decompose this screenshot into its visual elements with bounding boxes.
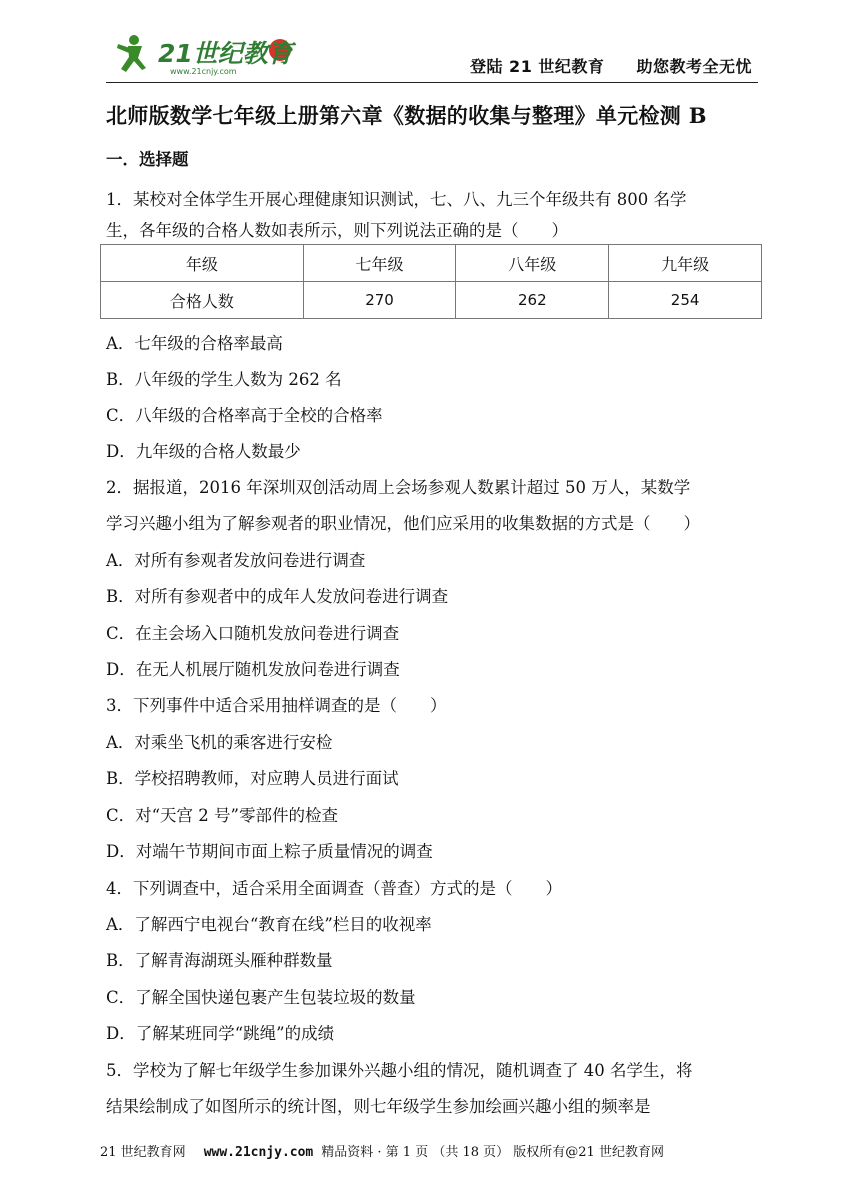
q1-option-d: D．九年级的合格人数最少 — [106, 442, 301, 461]
table-header-cell: 九年级 — [609, 245, 762, 282]
q5-stem-line-1: 5．学校为了解七年级学生参加课外兴趣小组的情况，随机调查了 40 名学生，将 — [106, 1061, 693, 1080]
q2-stem-line-1: 2．据报道，2016 年深圳双创活动周上会场参观人数累计超过 50 万人，某数学 — [106, 478, 691, 497]
q4-option-d: D．了解某班同学“跳绳”的成绩 — [106, 1024, 335, 1043]
q1-option-c: C．八年级的合格率高于全校的合格率 — [106, 406, 383, 425]
q4-option-a: A．了解西宁电视台“教育在线”栏目的收视率 — [106, 915, 432, 934]
q3-option-b: B．学校招聘教师，对应聘人员进行面试 — [106, 769, 399, 788]
footer-url[interactable]: www.21cnjy.com — [203, 1145, 314, 1160]
header-link-login[interactable]: 登陆 21 世纪教育 — [469, 57, 605, 76]
q2-option-a: A．对所有参观者发放问卷进行调查 — [106, 551, 366, 570]
q3-option-d: D．对端午节期间市面上粽子质量情况的调查 — [106, 842, 433, 861]
q4-stem-line-1: 4．下列调查中，适合采用全面调查（普查）方式的是（ ） — [106, 879, 562, 898]
q4-option-c: C．了解全国快递包裹产生包装垃圾的数量 — [106, 988, 416, 1007]
table-row — [101, 245, 762, 282]
table-header-cell: 七年级 — [303, 245, 456, 282]
q2-stem-line-2: 学习兴趣小组为了解参观者的职业情况，他们应采用的收集数据的方式是（ ） — [106, 514, 700, 533]
document-title: 北师版数学七年级上册第六章《数据的收集与整理》单元检测 B — [106, 103, 707, 128]
logo-url: www.21cnjy.com — [170, 67, 237, 76]
table-header-cell: 八年级 — [456, 245, 609, 282]
footer-info: 精品资料 · 第 1 页 （共 18 页） 版权所有@21 世纪教育网 — [321, 1145, 664, 1160]
table-row — [101, 282, 762, 319]
q2-option-d: D．在无人机展厅随机发放问卷进行调查 — [106, 660, 400, 679]
table-row-label: 合格人数 — [101, 282, 304, 319]
footer-site: 21 世纪教育网 — [100, 1145, 186, 1160]
header-links — [470, 54, 752, 77]
q2-option-c: C．在主会场入口随机发放问卷进行调查 — [106, 624, 400, 643]
q1-stem-line-2: 生，各年级的合格人数如表所示，则下列说法正确的是（ ） — [106, 221, 568, 240]
header-divider — [106, 82, 758, 83]
q3-option-a: A．对乘坐飞机的乘客进行安检 — [106, 733, 333, 752]
logo-text: 21世纪教育 — [158, 39, 293, 68]
q1-option-b: B．八年级的学生人数为 262 名 — [106, 370, 342, 389]
q1-table — [100, 244, 762, 319]
page-header — [106, 22, 758, 80]
table-header-cell: 年级 — [101, 245, 304, 282]
q1-stem-line-1: 1．某校对全体学生开展心理健康知识测试，七、八、九三个年级共有 800 名学 — [106, 190, 687, 209]
section-heading: 一．选择题 — [106, 150, 189, 169]
q3-option-c: C．对“天宫 2 号”零部件的检查 — [106, 806, 338, 825]
q2-option-b: B．对所有参观者中的成年人发放问卷进行调查 — [106, 587, 449, 606]
page-footer — [100, 1141, 664, 1160]
q4-option-b: B．了解青海湖斑头雁种群数量 — [106, 951, 333, 970]
q1-option-a: A．七年级的合格率最高 — [106, 334, 283, 353]
header-link-slogan: 助您教考全无忧 — [636, 57, 752, 76]
table-cell: 270 — [303, 282, 456, 319]
q5-stem-line-2: 结果绘制成了如图所示的统计图，则七年级学生参加绘画兴趣小组的频率是 — [106, 1097, 651, 1116]
table-cell: 254 — [609, 282, 762, 319]
logo — [112, 32, 312, 78]
table-cell: 262 — [456, 282, 609, 319]
running-figure-icon — [117, 35, 146, 72]
q3-stem-line-1: 3．下列事件中适合采用抽样调查的是（ ） — [106, 696, 447, 715]
